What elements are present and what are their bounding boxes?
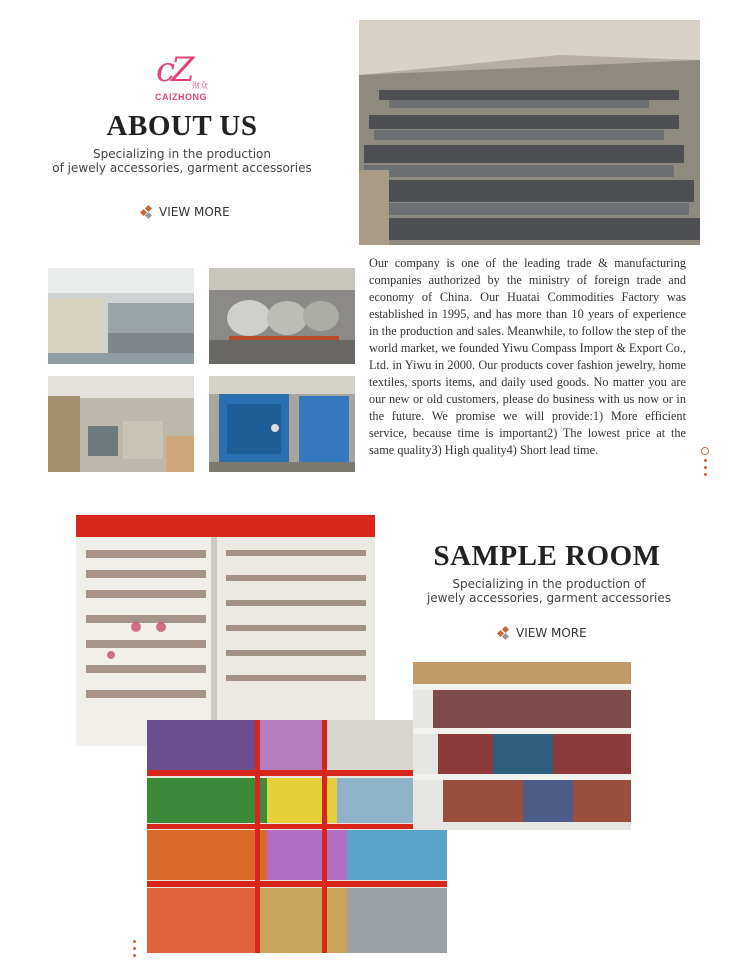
- sample-view-more-link[interactable]: [498, 626, 587, 640]
- about-us-title: ABOUT US: [106, 110, 258, 142]
- logo-mark: cZ: [156, 50, 191, 90]
- about-subtitle: [40, 147, 324, 175]
- logo-brand-name: CAIZHONG: [155, 92, 207, 102]
- drying-ovens-photo: [209, 376, 355, 472]
- sample-room-title: SAMPLE ROOM: [433, 540, 661, 572]
- diamond-cluster-icon: [141, 206, 153, 218]
- colorful-goods-shelves-photo: [147, 720, 447, 953]
- diamond-cluster-icon: [498, 627, 510, 639]
- jewelry-display-wall-photo: [76, 515, 375, 746]
- about-view-more-label: VIEW MORE: [159, 205, 230, 219]
- about-view-more-link[interactable]: [141, 205, 230, 219]
- sample-subtitle-line-1: Specializing in the production of: [452, 577, 646, 591]
- about-subtitle-line-2: of jewely accessories, garment accessories: [52, 161, 312, 175]
- sample-view-more-label: VIEW MORE: [516, 626, 587, 640]
- sample-subtitle-line-2: jewely accessories, garment accessories: [426, 591, 672, 605]
- about-description: Our company is one of the leading trade & manufacturing companies authorized by the ministry of foreign trade and economy of China. Our Huatai Commodities Factory was established in 1995, and has more than 10 years of experience in the production and sales. Meanwhile, to follow the step of the world market, we founded Yiwu Compass Import & Export Co., Ltd. in Yiwu in 2000. Our products cover fashion jewelry, home textiles, sports items, and daily used goods. No matter you are our new or old customers, please do business with us now or in the future. We promise we will provide:1) More efficient service, because time is important2) The lowest price at the same quality3) High quality4) Short lead time.: [369, 256, 686, 457]
- sample-subtitle: [417, 577, 681, 605]
- factory-molds-photo: [359, 20, 700, 245]
- caizhong-logo: [150, 50, 212, 104]
- logo-chinese-name: 财众: [192, 81, 208, 90]
- decorative-dots-left: [130, 940, 138, 961]
- about-subtitle-line-1: Specializing in the production: [93, 147, 271, 161]
- workshop-grinders-photo: [48, 376, 194, 472]
- injection-machines-photo: [48, 268, 194, 364]
- polishing-drums-photo: [209, 268, 355, 364]
- fabric-bundles-shelves-photo: [413, 662, 631, 830]
- decorative-dots-right: [701, 447, 709, 480]
